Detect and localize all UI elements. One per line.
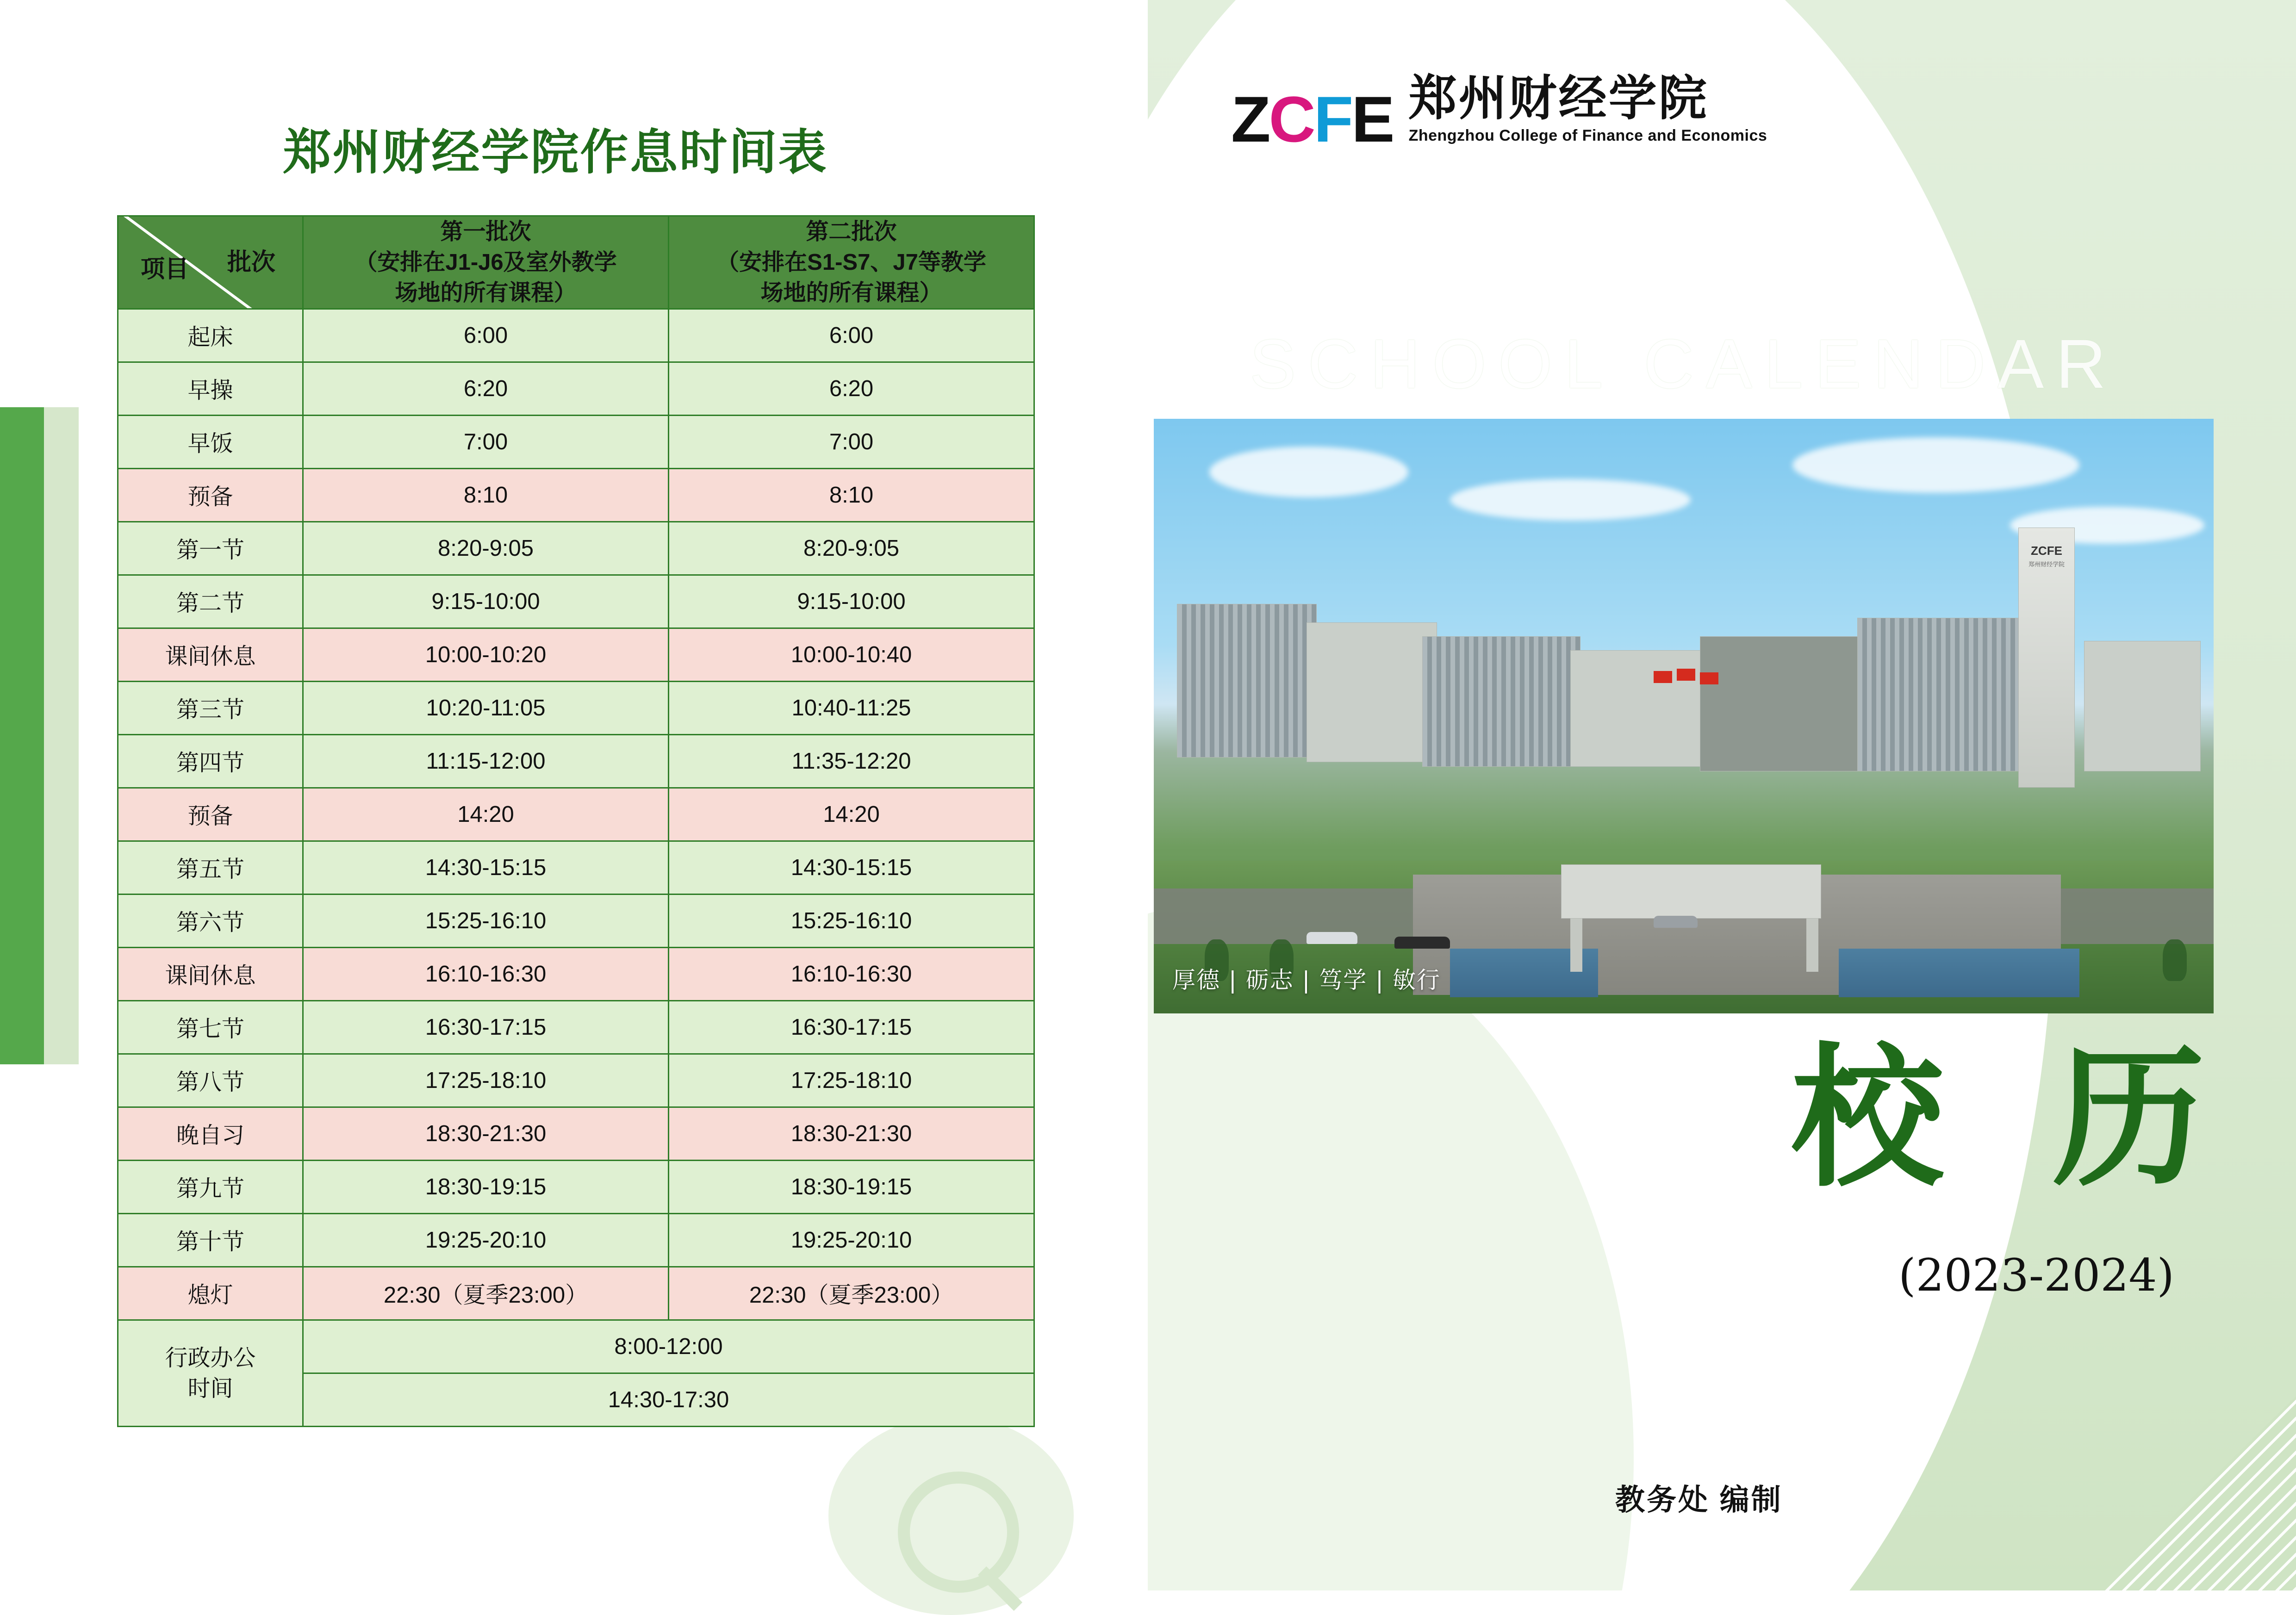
page-title: 郑州财经学院作息时间表 [283, 126, 828, 180]
table-row [118, 1107, 1034, 1161]
logo-text-block [1408, 69, 1767, 149]
logo-chinese-name: 郑州财经学院 [1408, 69, 1709, 126]
admin-hours-label-line1: 行政办公 [165, 1345, 256, 1371]
campus-photo [1154, 419, 2214, 1013]
table-row [118, 1214, 1034, 1267]
row-batch2-time: 6:00 [669, 309, 1034, 362]
admin-row-1 [118, 1320, 1034, 1373]
row-item-label: 早饭 [118, 416, 303, 469]
row-batch1-time: 8:20-9:05 [303, 522, 669, 575]
campus-tower [2018, 528, 2075, 788]
row-item-label: 第一节 [118, 522, 303, 575]
table-row [118, 1001, 1034, 1054]
row-item-label: 预备 [118, 788, 303, 841]
row-item-label: 第九节 [118, 1161, 303, 1214]
table-row [118, 948, 1034, 1001]
building-shape [1307, 622, 1437, 762]
header-batch-2-line1: 第二批次 [806, 219, 897, 244]
footer-department: 教务处 编制 [1615, 1483, 1783, 1516]
row-item-label: 第六节 [118, 894, 303, 948]
row-item-label: 早操 [118, 362, 303, 416]
header-batch-2-line2: （安排在S1-S7、J7等教学 [716, 250, 986, 275]
car-shape [1307, 932, 1357, 944]
table-row [118, 469, 1034, 522]
row-item-label: 第七节 [118, 1001, 303, 1054]
row-batch1-time: 18:30-21:30 [303, 1107, 669, 1161]
row-item-label: 熄灯 [118, 1267, 303, 1320]
row-batch1-time: 8:10 [303, 469, 669, 522]
row-batch1-time: 16:10-16:30 [303, 948, 669, 1001]
header-batch-1-line1: 第一批次 [440, 219, 531, 244]
row-batch2-time: 11:35-12:20 [669, 735, 1034, 788]
calendar-year-range: (2023-2024) [1898, 1249, 2174, 1301]
row-item-label: 起床 [118, 309, 303, 362]
row-batch2-time: 6:20 [669, 362, 1034, 416]
row-item-label: 晚自习 [118, 1107, 303, 1161]
timetable-body [118, 309, 1034, 1320]
row-item-label: 课间休息 [118, 628, 303, 682]
row-batch1-time: 6:20 [303, 362, 669, 416]
row-item-label: 第三节 [118, 682, 303, 735]
car-shape [1394, 937, 1450, 949]
row-item-label: 第二节 [118, 575, 303, 628]
logo-letters [1231, 83, 1393, 155]
table-row [118, 894, 1034, 948]
building-shape [1177, 604, 1317, 758]
left-edge-green-bar [0, 407, 44, 1064]
table-row [118, 628, 1034, 682]
row-batch2-time: 17:25-18:10 [669, 1054, 1034, 1107]
header-batch-2 [669, 216, 1034, 309]
row-item-label: 第四节 [118, 735, 303, 788]
gate-pillar [1570, 916, 1582, 972]
table-row [118, 309, 1034, 362]
building-shape [2084, 641, 2201, 771]
diagonal-lines-decoration [2097, 1396, 2296, 1590]
logo-letter-z: Z [1231, 83, 1269, 155]
header-batch-1-line3: 场地的所有课程） [395, 280, 577, 306]
admin-hours-label [118, 1320, 303, 1427]
timetable [117, 215, 1035, 1427]
table-row [118, 1161, 1034, 1214]
row-batch2-time: 9:15-10:00 [669, 575, 1034, 628]
row-batch2-time: 15:25-16:10 [669, 894, 1034, 948]
row-batch2-time: 19:25-20:10 [669, 1214, 1034, 1267]
row-item-label: 预备 [118, 469, 303, 522]
table-row [118, 1054, 1034, 1107]
building-shape [1422, 636, 1580, 767]
tower-logo-text: ZCFE [2031, 544, 2062, 558]
row-item-label: 课间休息 [118, 948, 303, 1001]
table-row [118, 416, 1034, 469]
table-row [118, 1267, 1034, 1320]
tower-sub-text: 郑州财经学院 [2028, 561, 2065, 568]
row-batch1-time: 11:15-12:00 [303, 735, 669, 788]
row-batch2-time: 14:20 [669, 788, 1034, 841]
row-batch1-time: 14:30-15:15 [303, 841, 669, 894]
row-batch1-time: 6:00 [303, 309, 669, 362]
row-batch2-time: 16:30-17:15 [669, 1001, 1034, 1054]
row-batch1-time: 17:25-18:10 [303, 1054, 669, 1107]
car-shape [1654, 916, 1698, 928]
table-row [118, 682, 1034, 735]
flag-shape [1677, 669, 1695, 681]
row-batch1-time: 9:15-10:00 [303, 575, 669, 628]
logo-letter-c: C [1269, 83, 1314, 155]
row-batch2-time: 22:30（夏季23:00） [669, 1267, 1034, 1320]
row-item-label: 第五节 [118, 841, 303, 894]
table-row [118, 575, 1034, 628]
header-batch-1 [303, 216, 669, 309]
header-corner-bottom-label: 项目 [141, 256, 189, 283]
row-batch2-time: 18:30-19:15 [669, 1161, 1034, 1214]
row-batch1-time: 15:25-16:10 [303, 894, 669, 948]
flag-shape [1654, 671, 1672, 683]
table-row [118, 735, 1034, 788]
table-row [118, 362, 1034, 416]
timetable-footer [118, 1320, 1034, 1427]
admin-hours-label-line2: 时间 [187, 1376, 233, 1401]
building-shape [1570, 650, 1710, 767]
row-batch1-time: 14:20 [303, 788, 669, 841]
row-batch1-time: 10:20-11:05 [303, 682, 669, 735]
building-shape [1700, 636, 1867, 771]
row-batch2-time: 7:00 [669, 416, 1034, 469]
row-batch2-time: 8:20-9:05 [669, 522, 1034, 575]
row-item-label: 第八节 [118, 1054, 303, 1107]
cloud-shape [1209, 447, 1408, 497]
row-batch1-time: 16:30-17:15 [303, 1001, 669, 1054]
row-batch1-time: 7:00 [303, 416, 669, 469]
row-batch1-time: 18:30-19:15 [303, 1161, 669, 1214]
row-batch1-time: 22:30（夏季23:00） [303, 1267, 669, 1320]
cloud-shape [1792, 437, 2079, 493]
table-row [118, 841, 1034, 894]
header-corner-cell [118, 216, 303, 309]
cloud-shape [1450, 479, 1691, 521]
table-header-row [118, 216, 1034, 309]
row-batch2-time: 10:40-11:25 [669, 682, 1034, 735]
magnifier-decoration-icon [898, 1472, 1019, 1593]
logo-english-name: Zhengzhou College of Finance and Economics [1408, 127, 1767, 144]
school-logo [1231, 69, 1767, 155]
row-batch1-time: 19:25-20:10 [303, 1214, 669, 1267]
left-page [0, 0, 1148, 1590]
tree-shape [2163, 939, 2187, 981]
table-row [118, 522, 1034, 575]
row-item-label: 第十节 [118, 1214, 303, 1267]
campus-motto: 厚德 | 砺志 | 笃学 | 敏行 [1172, 967, 1441, 994]
header-corner-top-label: 批次 [227, 249, 275, 276]
row-batch2-time: 10:00-10:40 [669, 628, 1034, 682]
header-batch-2-line3: 场地的所有课程） [760, 280, 942, 306]
admin-hours-afternoon: 14:30-17:30 [303, 1373, 1034, 1427]
header-batch-1-line2: （安排在J1-J6及室外教学 [355, 250, 617, 275]
row-batch2-time: 16:10-16:30 [669, 948, 1034, 1001]
logo-letter-f: F [1313, 83, 1352, 155]
watermark-school-calendar: SCHOOL CALENDAR [1250, 325, 2118, 403]
row-batch2-time: 18:30-21:30 [669, 1107, 1034, 1161]
row-batch2-time: 8:10 [669, 469, 1034, 522]
logo-letter-e: E [1351, 83, 1393, 155]
timetable-wrapper [117, 215, 1033, 1427]
table-row [118, 788, 1034, 841]
gate-pillar [1806, 916, 1818, 972]
water-feature [1839, 949, 2079, 997]
row-batch2-time: 14:30-15:15 [669, 841, 1034, 894]
flag-shape [1700, 672, 1718, 684]
row-batch1-time: 10:00-10:20 [303, 628, 669, 682]
calendar-big-title: 校 历 [1791, 1028, 2233, 1207]
campus-gate [1561, 864, 1821, 919]
admin-hours-morning: 8:00-12:00 [303, 1320, 1034, 1373]
